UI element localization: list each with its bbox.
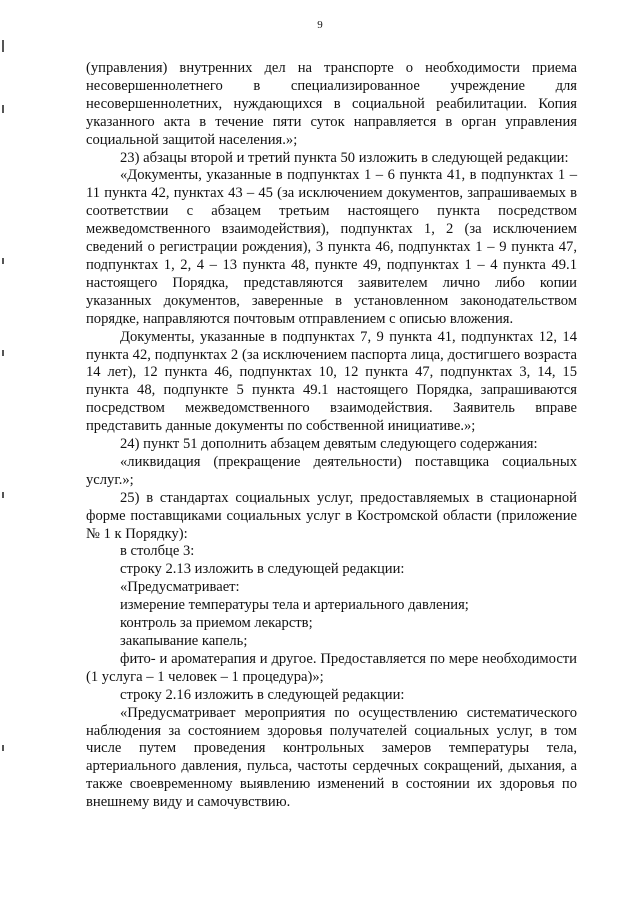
scan-edge-mark	[2, 350, 4, 356]
paragraph: измерение температуры тела и артериального давления;	[120, 597, 469, 614]
scan-edge-mark	[2, 745, 4, 751]
paragraph: 24) пункт 51 дополнить абзацем девятым следующего содержания:	[120, 436, 538, 453]
paragraph: «Предусматривает:	[120, 579, 240, 596]
paragraph: 23) абзацы второй и третий пункта 50 изложить в следующей редакции:	[120, 149, 569, 166]
paragraph: «Предусматривает мероприятия по осуществлению систематического наблюдения за состоянием здоровья получателей социальных услуг, в том числе путем проведения контрольных замеров температуры тела, артериального давления, пульса, частоты сердечных сокращений, дыхания, а также своевременному выявлению изменений в состоянии их здоровья по внешнему виду и самочувствию.	[86, 704, 577, 811]
scan-edge-mark	[2, 40, 4, 52]
paragraph: контроль за приемом лекарств;	[120, 615, 313, 632]
paragraph: (управления) внутренних дел на транспорте о необходимости приема несовершеннолетнего в специализированное учреждение для несовершеннолетних, нуждающихся в социальной реабилитации. Копия указанного акта в течение пяти суток направляется в орган управления социальной защитой населения.»;	[86, 60, 577, 148]
paragraph: строку 2.13 изложить в следующей редакции:	[120, 561, 405, 578]
paragraph: фито- и ароматерапия и другое. Предоставляется по мере необходимости (1 услуга – 1 человек – 1 процедура)»;	[86, 650, 577, 685]
scan-edge-mark	[2, 492, 4, 498]
paragraph: закапывание капель;	[120, 633, 248, 649]
paragraph: Документы, указанные в подпунктах 7, 9 пункта 41, подпунктах 12, 14 пункта 42, подпунктах 2 (за исключением паспорта лица, достигшего возраста 14 лет), 12 пункта 46, подпунктах 10, 12 пункта 47, подпунктах 3, 14, 15 пункта 48, подпункте 5 пункта 49.1 настоящего Порядка, запрашиваются посредством межведомственного взаимодействия. Заявитель вправе представить данные документы по собственной инициативе.»;	[86, 328, 577, 435]
paragraph: 25) в стандартах социальных услуг, предоставляемых в стационарной форме поставщиками социальных услуг в Костромской области (приложение № 1 к Порядку):	[86, 489, 577, 542]
scan-edge-mark	[2, 258, 4, 264]
document-body	[86, 60, 577, 812]
paragraph: строку 2.16 изложить в следующей редакции:	[120, 686, 405, 703]
paragraph: «Документы, указанные в подпунктах 1 – 6 пункта 41, в подпунктах 1 – 11 пункта 42, пунктах 43 – 45 (за исключением документов, запрашиваемых в соответствии с абзацем третьим настоящего пункта посредством межведомственного взаимодействия), подпунктах 1, 2 (за исключением сведений о регистрации рождения), 3 пункта 46, подпунктах 1 – 9 пункта 47, подпунктах 1, 2, 4 – 13 пункта 48, пункте 49, подпунктах 1 – 4 пункта 49.1 настоящего Порядка, представляются заявителем лично либо копии указанных документов, заверенные в установленном законодательством порядке, направляются почтовым отправлением с описью вложения.	[86, 167, 577, 327]
paragraph: в столбце 3:	[120, 543, 195, 560]
paragraph: «ликвидация (прекращение деятельности) поставщика социальных услуг.»;	[86, 453, 577, 488]
page-number: 9	[317, 19, 323, 31]
scan-edge-mark	[2, 105, 4, 113]
